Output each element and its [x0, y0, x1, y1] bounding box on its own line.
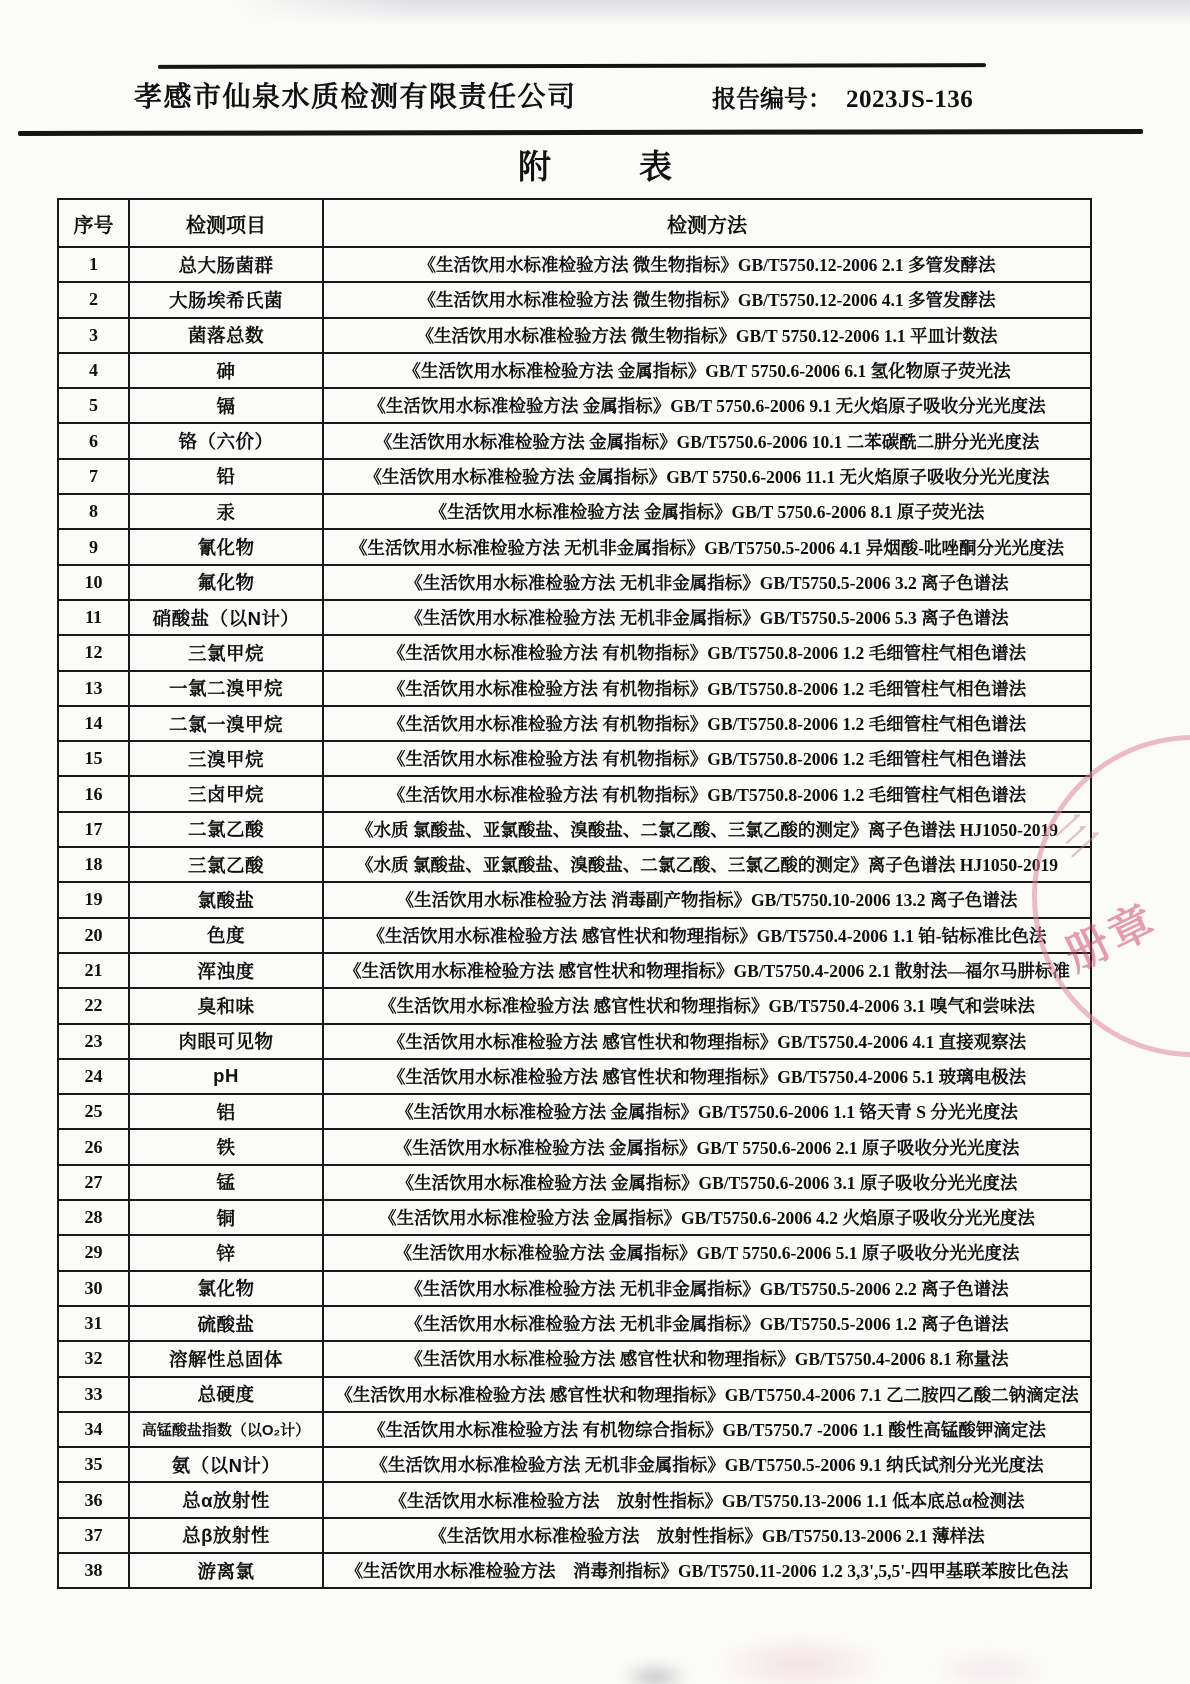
table-row	[58, 1059, 1091, 1094]
item-cell: pH	[129, 1059, 323, 1094]
row-number-cell: 18	[58, 847, 129, 882]
method-cell: 《生活饮用水标准检验方法 消毒剂指标》GB/T5750.11-2006 1.2 3,3',5,5'-四甲基联苯胺比色法	[323, 1553, 1091, 1588]
method-cell: 《生活饮用水标准检验方法 无机非金属指标》GB/T5750.5-2006 3.2 离子色谱法	[323, 565, 1091, 600]
table-row	[58, 988, 1091, 1023]
row-number-cell: 22	[58, 988, 129, 1023]
table-row	[58, 494, 1091, 529]
method-cell: 《水质 氯酸盐、亚氯酸盐、溴酸盐、二氯乙酸、三氯乙酸的测定》离子色谱法 HJ1050-2019	[323, 812, 1091, 847]
item-cell: 色度	[129, 918, 323, 953]
item-cell: 氨（以N计）	[129, 1447, 323, 1482]
method-cell: 《生活饮用水标准检验方法 金属指标》GB/T 5750.6-2006 11.1 无火焰原子吸收分光光度法	[323, 459, 1091, 494]
method-cell: 《生活饮用水标准检验方法 有机物指标》GB/T5750.8-2006 1.2 毛细管柱气相色谱法	[323, 671, 1091, 706]
row-number-cell: 24	[58, 1059, 129, 1094]
method-cell: 《生活饮用水标准检验方法 无机非金属指标》GB/T5750.5-2006 5.3 离子色谱法	[323, 600, 1091, 635]
method-cell: 《水质 氯酸盐、亚氯酸盐、溴酸盐、二氯乙酸、三氯乙酸的测定》离子色谱法 HJ1050-2019	[323, 847, 1091, 882]
row-number-cell: 20	[58, 918, 129, 953]
row-number-cell: 9	[58, 529, 129, 564]
row-number-cell: 1	[58, 247, 129, 282]
item-cell: 氰化物	[129, 529, 323, 564]
column-header-no: 序号	[58, 199, 129, 247]
column-header-item: 检测项目	[129, 199, 323, 247]
row-number-cell: 4	[58, 353, 129, 388]
table-header-row	[58, 199, 1091, 247]
table-row	[58, 318, 1091, 353]
table-row	[58, 1518, 1091, 1553]
row-number-cell: 32	[58, 1341, 129, 1376]
method-cell: 《生活饮用水标准检验方法 无机非金属指标》GB/T5750.5-2006 4.1 异烟酸-吡唑酮分光光度法	[323, 529, 1091, 564]
method-cell: 《生活饮用水标准检验方法 金属指标》GB/T 5750.6-2006 6.1 氢化物原子荧光法	[323, 353, 1091, 388]
item-cell: 铝	[129, 1094, 323, 1129]
item-cell: 总大肠菌群	[129, 247, 323, 282]
item-cell: 溶解性总固体	[129, 1341, 323, 1376]
table-row	[58, 529, 1091, 564]
item-cell: 镉	[129, 388, 323, 423]
item-cell: 三溴甲烷	[129, 741, 323, 776]
table-row	[58, 953, 1091, 988]
item-cell: 总β放射性	[129, 1518, 323, 1553]
method-cell: 《生活饮用水标准检验方法 无机非金属指标》GB/T5750.5-2006 1.2 离子色谱法	[323, 1306, 1091, 1341]
row-number-cell: 30	[58, 1271, 129, 1306]
item-cell: 铜	[129, 1200, 323, 1235]
item-cell: 一氯二溴甲烷	[129, 671, 323, 706]
row-number-cell: 15	[58, 741, 129, 776]
row-number-cell: 27	[58, 1165, 129, 1200]
item-cell: 菌落总数	[129, 318, 323, 353]
table-row	[58, 1377, 1091, 1412]
column-header-method: 检测方法	[323, 199, 1091, 247]
row-number-cell: 23	[58, 1024, 129, 1059]
row-number-cell: 16	[58, 776, 129, 811]
table-row	[58, 1412, 1091, 1447]
method-cell: 《生活饮用水标准检验方法 金属指标》GB/T 5750.6-2006 9.1 无火焰原子吸收分光光度法	[323, 388, 1091, 423]
row-number-cell: 5	[58, 388, 129, 423]
row-number-cell: 31	[58, 1306, 129, 1341]
scan-smudge-pink-2	[930, 1650, 1050, 1684]
item-cell: 硫酸盐	[129, 1306, 323, 1341]
item-cell: 高锰酸盐指数（以O₂计）	[129, 1412, 323, 1447]
method-cell: 《生活饮用水标准检验方法 金属指标》GB/T5750.6-2006 3.1 原子吸收分光光度法	[323, 1165, 1091, 1200]
item-cell: 三卤甲烷	[129, 776, 323, 811]
item-cell: 铅	[129, 459, 323, 494]
row-number-cell: 17	[58, 812, 129, 847]
header-top-rule	[158, 63, 986, 69]
item-cell: 二氯一溴甲烷	[129, 706, 323, 741]
table-row	[58, 671, 1091, 706]
row-number-cell: 29	[58, 1235, 129, 1270]
item-cell: 硝酸盐（以N计）	[129, 600, 323, 635]
item-cell: 总α放射性	[129, 1482, 323, 1517]
method-cell: 《生活饮用水标准检验方法 放射性指标》GB/T5750.13-2006 1.1 低本底总α检测法	[323, 1482, 1091, 1517]
scan-shading	[0, 0, 1190, 26]
row-number-cell: 38	[58, 1553, 129, 1588]
method-cell: 《生活饮用水标准检验方法 金属指标》GB/T5750.6-2006 1.1 铬天青 S 分光光度法	[323, 1094, 1091, 1129]
table-row	[58, 282, 1091, 317]
row-number-cell: 21	[58, 953, 129, 988]
row-number-cell: 26	[58, 1129, 129, 1164]
table-row	[58, 918, 1091, 953]
method-cell: 《生活饮用水标准检验方法 感官性状和物理指标》GB/T5750.4-2006 3.1 嗅气和尝味法	[323, 988, 1091, 1023]
row-number-cell: 35	[58, 1447, 129, 1482]
table-row	[58, 1165, 1091, 1200]
table-row	[58, 1024, 1091, 1059]
method-cell: 《生活饮用水标准检验方法 金属指标》GB/T5750.6-2006 10.1 二苯碳酰二肼分光光度法	[323, 423, 1091, 458]
item-cell: 臭和味	[129, 988, 323, 1023]
row-number-cell: 25	[58, 1094, 129, 1129]
report-number-label: 报告编号：	[712, 86, 832, 113]
item-cell: 三氯乙酸	[129, 847, 323, 882]
table-row	[58, 1129, 1091, 1164]
method-cell: 《生活饮用水标准检验方法 金属指标》GB/T 5750.6-2006 2.1 原子吸收分光光度法	[323, 1129, 1091, 1164]
method-cell: 《生活饮用水标准检验方法 有机物指标》GB/T5750.8-2006 1.2 毛细管柱气相色谱法	[323, 635, 1091, 670]
table-row	[58, 1341, 1091, 1376]
company-name: 孝感市仙泉水质检测有限责任公司	[134, 81, 577, 112]
table-row	[58, 1553, 1091, 1588]
item-cell: 氯化物	[129, 1271, 323, 1306]
stamp-red-glyphs: 册章	[1057, 894, 1166, 982]
table-row	[58, 1306, 1091, 1341]
table-row	[58, 1094, 1091, 1129]
method-cell: 《生活饮用水标准检验方法 金属指标》GB/T 5750.6-2006 8.1 原子荧光法	[323, 494, 1091, 529]
table-row	[58, 635, 1091, 670]
method-cell: 《生活饮用水标准检验方法 感官性状和物理指标》GB/T5750.4-2006 1.1 铂-钴标准比色法	[323, 918, 1091, 953]
method-cell: 《生活饮用水标准检验方法 有机物指标》GB/T5750.8-2006 1.2 毛细管柱气相色谱法	[323, 776, 1091, 811]
method-cell: 《生活饮用水标准检验方法 消毒副产物指标》GB/T5750.10-2006 13.2 离子色谱法	[323, 882, 1091, 917]
page-title: 附 表	[518, 148, 672, 185]
item-cell: 游离氯	[129, 1553, 323, 1588]
item-cell: 大肠埃希氏菌	[129, 282, 323, 317]
item-cell: 氯酸盐	[129, 882, 323, 917]
scan-smudge-pink	[715, 1636, 885, 1684]
test-methods-table	[57, 198, 1092, 1589]
table-row	[58, 741, 1091, 776]
table-row	[58, 600, 1091, 635]
table-row	[58, 423, 1091, 458]
item-cell: 浑浊度	[129, 953, 323, 988]
table-row	[58, 1482, 1091, 1517]
method-cell: 《生活饮用水标准检验方法 金属指标》GB/T5750.6-2006 4.2 火焰原子吸收分光光度法	[323, 1200, 1091, 1235]
table-row	[58, 1200, 1091, 1235]
table-row	[58, 847, 1091, 882]
item-cell: 锌	[129, 1235, 323, 1270]
method-cell: 《生活饮用水标准检验方法 有机物综合指标》GB/T5750.7 -2006 1.1 酸性高锰酸钾滴定法	[323, 1412, 1091, 1447]
item-cell: 锰	[129, 1165, 323, 1200]
item-cell: 铁	[129, 1129, 323, 1164]
table-row	[58, 459, 1091, 494]
method-cell: 《生活饮用水标准检验方法 微生物指标》GB/T 5750.12-2006 1.1 平皿计数法	[323, 318, 1091, 353]
method-cell: 《生活饮用水标准检验方法 感官性状和物理指标》GB/T5750.4-2006 8.1 称量法	[323, 1341, 1091, 1376]
method-cell: 《生活饮用水标准检验方法 有机物指标》GB/T5750.8-2006 1.2 毛细管柱气相色谱法	[323, 741, 1091, 776]
method-cell: 《生活饮用水标准检验方法 金属指标》GB/T 5750.6-2006 5.1 原子吸收分光光度法	[323, 1235, 1091, 1270]
table-row	[58, 1271, 1091, 1306]
row-number-cell: 11	[58, 600, 129, 635]
row-number-cell: 8	[58, 494, 129, 529]
item-cell: 总硬度	[129, 1377, 323, 1412]
row-number-cell: 12	[58, 635, 129, 670]
row-number-cell: 7	[58, 459, 129, 494]
row-number-cell: 13	[58, 671, 129, 706]
method-cell: 《生活饮用水标准检验方法 有机物指标》GB/T5750.8-2006 1.2 毛细管柱气相色谱法	[323, 706, 1091, 741]
row-number-cell: 37	[58, 1518, 129, 1553]
table-row	[58, 353, 1091, 388]
table-row	[58, 1447, 1091, 1482]
item-cell: 肉眼可见物	[129, 1024, 323, 1059]
method-cell: 《生活饮用水标准检验方法 无机非金属指标》GB/T5750.5-2006 2.2 离子色谱法	[323, 1271, 1091, 1306]
stamp-faint-glyphs: 三	[1049, 804, 1111, 865]
table-row	[58, 388, 1091, 423]
row-number-cell: 34	[58, 1412, 129, 1447]
table-row	[58, 706, 1091, 741]
item-cell: 砷	[129, 353, 323, 388]
item-cell: 二氯乙酸	[129, 812, 323, 847]
row-number-cell: 36	[58, 1482, 129, 1517]
table-body	[58, 247, 1091, 1588]
method-cell: 《生活饮用水标准检验方法 感官性状和物理指标》GB/T5750.4-2006 5.1 玻璃电极法	[323, 1059, 1091, 1094]
method-cell: 《生活饮用水标准检验方法 微生物指标》GB/T5750.12-2006 2.1 多管发酵法	[323, 247, 1091, 282]
scan-shading-fade	[0, 0, 420, 40]
row-number-cell: 6	[58, 423, 129, 458]
table-row	[58, 1235, 1091, 1270]
row-number-cell: 14	[58, 706, 129, 741]
method-cell: 《生活饮用水标准检验方法 微生物指标》GB/T5750.12-2006 4.1 多管发酵法	[323, 282, 1091, 317]
row-number-cell: 2	[58, 282, 129, 317]
table-row	[58, 247, 1091, 282]
table-row	[58, 812, 1091, 847]
table-row	[58, 882, 1091, 917]
method-cell: 《生活饮用水标准检验方法 感官性状和物理指标》GB/T5750.4-2006 4.1 直接观察法	[323, 1024, 1091, 1059]
report-number-value: 2023JS-136	[846, 86, 974, 113]
table-row	[58, 776, 1091, 811]
header-divider-rule	[18, 129, 1143, 136]
method-cell: 《生活饮用水标准检验方法 放射性指标》GB/T5750.13-2006 2.1 薄样法	[323, 1518, 1091, 1553]
method-cell: 《生活饮用水标准检验方法 感官性状和物理指标》GB/T5750.4-2006 2.1 散射法—福尔马肼标准	[323, 953, 1091, 988]
item-cell: 三氯甲烷	[129, 635, 323, 670]
row-number-cell: 28	[58, 1200, 129, 1235]
row-number-cell: 33	[58, 1377, 129, 1412]
row-number-cell: 3	[58, 318, 129, 353]
item-cell: 汞	[129, 494, 323, 529]
method-cell: 《生活饮用水标准检验方法 感官性状和物理指标》GB/T5750.4-2006 7.1 乙二胺四乙酸二钠滴定法	[323, 1377, 1091, 1412]
table-row	[58, 565, 1091, 600]
row-number-cell: 19	[58, 882, 129, 917]
scan-smudge-gray	[620, 1662, 690, 1684]
method-cell: 《生活饮用水标准检验方法 无机非金属指标》GB/T5750.5-2006 9.1 纳氏试剂分光光度法	[323, 1447, 1091, 1482]
item-cell: 铬（六价）	[129, 423, 323, 458]
report-number-block	[712, 79, 973, 114]
item-cell: 氟化物	[129, 565, 323, 600]
row-number-cell: 10	[58, 565, 129, 600]
